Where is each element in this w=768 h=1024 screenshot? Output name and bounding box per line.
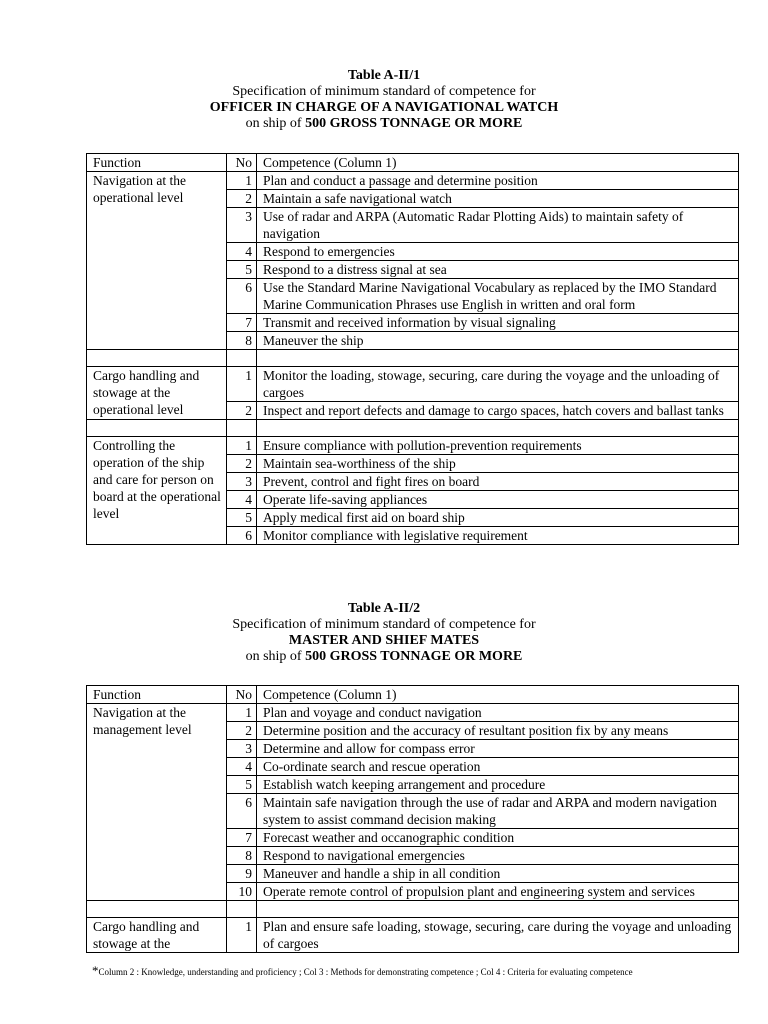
competence-text: Operate remote control of propulsion plant and engineering system and services [257, 883, 739, 901]
function-cell: Cargo handling and stowage at the [87, 918, 227, 953]
spacer-cell [227, 901, 257, 918]
header-no: No [227, 686, 257, 704]
row-number: 1 [227, 918, 257, 953]
table1-title: Table A-II/1 [347, 68, 421, 83]
spacer-cell [87, 901, 227, 918]
competence-text: Maneuver and handle a ship in all condition [257, 865, 739, 883]
competence-text: Ensure compliance with pollution-prevention requirements [257, 437, 739, 455]
competence-text: Inspect and report defects and damage to cargo spaces, hatch covers and ballast tanks [257, 402, 739, 420]
row-number: 9 [227, 865, 257, 883]
row-number: 1 [227, 704, 257, 722]
row-number: 1 [227, 172, 257, 190]
spacer-row [87, 901, 739, 918]
spacer-cell [87, 350, 227, 367]
competence-text: Operate life-saving appliances [257, 491, 739, 509]
spacer-row [87, 420, 739, 437]
row-number: 2 [227, 455, 257, 473]
row-number: 1 [227, 367, 257, 402]
spacer-cell [227, 420, 257, 437]
table2-competence-table [86, 685, 739, 953]
competence-text: Establish watch keeping arrangement and procedure [257, 776, 739, 794]
table-row [87, 437, 739, 455]
header-competence: Competence (Column 1) [257, 154, 739, 172]
row-number: 2 [227, 402, 257, 420]
competence-text: Transmit and received information by visual signaling [257, 314, 739, 332]
competence-text: Respond to a distress signal at sea [257, 261, 739, 279]
header-no: No [227, 154, 257, 172]
table1-subtitle: Specification of minimum standard of competence for [232, 84, 536, 99]
row-number: 6 [227, 527, 257, 545]
footnote-text: Column 2 : Knowledge, understanding and proficiency ; Col 3 : Methods for demonstrating competence ; Col 4 : Criteria for evaluating competence [98, 967, 633, 977]
row-number: 3 [227, 473, 257, 491]
competence-text: Maintain sea-worthiness of the ship [257, 455, 739, 473]
competence-text: Prevent, control and fight fires on board [257, 473, 739, 491]
row-number: 5 [227, 261, 257, 279]
spacer-row [87, 350, 739, 367]
header-function: Function [87, 686, 227, 704]
competence-text: Maneuver the ship [257, 332, 739, 350]
competence-text: Monitor compliance with legislative requirement [257, 527, 739, 545]
table2-ship-tonnage: 500 GROSS TONNAGE OR MORE [305, 649, 523, 664]
spacer-cell [87, 420, 227, 437]
table-header-row [87, 686, 739, 704]
function-cell: Navigation at the management level [87, 704, 227, 901]
row-number: 8 [227, 332, 257, 350]
row-number: 6 [227, 794, 257, 829]
row-number: 2 [227, 722, 257, 740]
row-number: 3 [227, 208, 257, 243]
table2-ship-line [0, 649, 768, 665]
row-number: 5 [227, 509, 257, 527]
table-row [87, 367, 739, 402]
competence-text: Use the Standard Marine Navigational Vocabulary as replaced by the IMO Standard Marine Communication Phrases use English in written and oral form [257, 279, 739, 314]
table2-ship-prefix: on ship of [245, 649, 306, 664]
table-row [87, 704, 739, 722]
spacer-cell [257, 901, 739, 918]
spacer-cell [257, 350, 739, 367]
row-number: 10 [227, 883, 257, 901]
row-number: 4 [227, 758, 257, 776]
function-cell: Navigation at the operational level [87, 172, 227, 350]
competence-text: Co-ordinate search and rescue operation [257, 758, 739, 776]
competence-text: Plan and conduct a passage and determine position [257, 172, 739, 190]
competence-text: Apply medical first aid on board ship [257, 509, 739, 527]
competence-text: Maintain a safe navigational watch [257, 190, 739, 208]
header-competence: Competence (Column 1) [257, 686, 739, 704]
competence-text: Respond to navigational emergencies [257, 847, 739, 865]
table1-competence-table [86, 153, 739, 545]
competence-text: Use of radar and ARPA (Automatic Radar Plotting Aids) to maintain safety of navigation [257, 208, 739, 243]
row-number: 2 [227, 190, 257, 208]
table-row [87, 172, 739, 190]
table-header-row [87, 154, 739, 172]
table1-ship-tonnage: 500 GROSS TONNAGE OR MORE [305, 116, 523, 131]
row-number: 3 [227, 740, 257, 758]
table2-caption: MASTER AND SHIEF MATES [288, 633, 480, 648]
row-number: 6 [227, 279, 257, 314]
row-number: 7 [227, 314, 257, 332]
competence-text: Monitor the loading, stowage, securing, care during the voyage and the unloading of cargoes [257, 367, 739, 402]
function-cell: Controlling the operation of the ship and care for person on board at the operational level [87, 437, 227, 545]
competence-text: Determine position and the accuracy of resultant position fix by any means [257, 722, 739, 740]
competence-text: Forecast weather and occanographic condition [257, 829, 739, 847]
table1-ship-prefix: on ship of [245, 116, 306, 131]
table-row [87, 918, 739, 953]
competence-text: Maintain safe navigation through the use of radar and ARPA and modern navigation system to assist command decision making [257, 794, 739, 829]
spacer-cell [227, 350, 257, 367]
table1-ship-line [0, 116, 768, 132]
row-number: 5 [227, 776, 257, 794]
table2-heading [0, 601, 768, 665]
table2-title: Table A-II/2 [347, 601, 421, 616]
footnote-star: * [92, 963, 99, 978]
competence-text: Respond to emergencies [257, 243, 739, 261]
function-cell: Cargo handling and stowage at the operational level [87, 367, 227, 420]
row-number: 8 [227, 847, 257, 865]
competence-text: Plan and voyage and conduct navigation [257, 704, 739, 722]
table1-caption: OFFICER IN CHARGE OF A NAVIGATIONAL WATCH [209, 100, 559, 115]
spacer-cell [257, 420, 739, 437]
competence-text: Plan and ensure safe loading, stowage, securing, care during the voyage and unloading of cargoes [257, 918, 739, 953]
header-function: Function [87, 154, 227, 172]
footnote [92, 963, 633, 979]
row-number: 4 [227, 243, 257, 261]
competence-text: Determine and allow for compass error [257, 740, 739, 758]
row-number: 7 [227, 829, 257, 847]
table1-heading [0, 68, 768, 132]
table2-subtitle: Specification of minimum standard of competence for [232, 617, 536, 632]
row-number: 4 [227, 491, 257, 509]
row-number: 1 [227, 437, 257, 455]
